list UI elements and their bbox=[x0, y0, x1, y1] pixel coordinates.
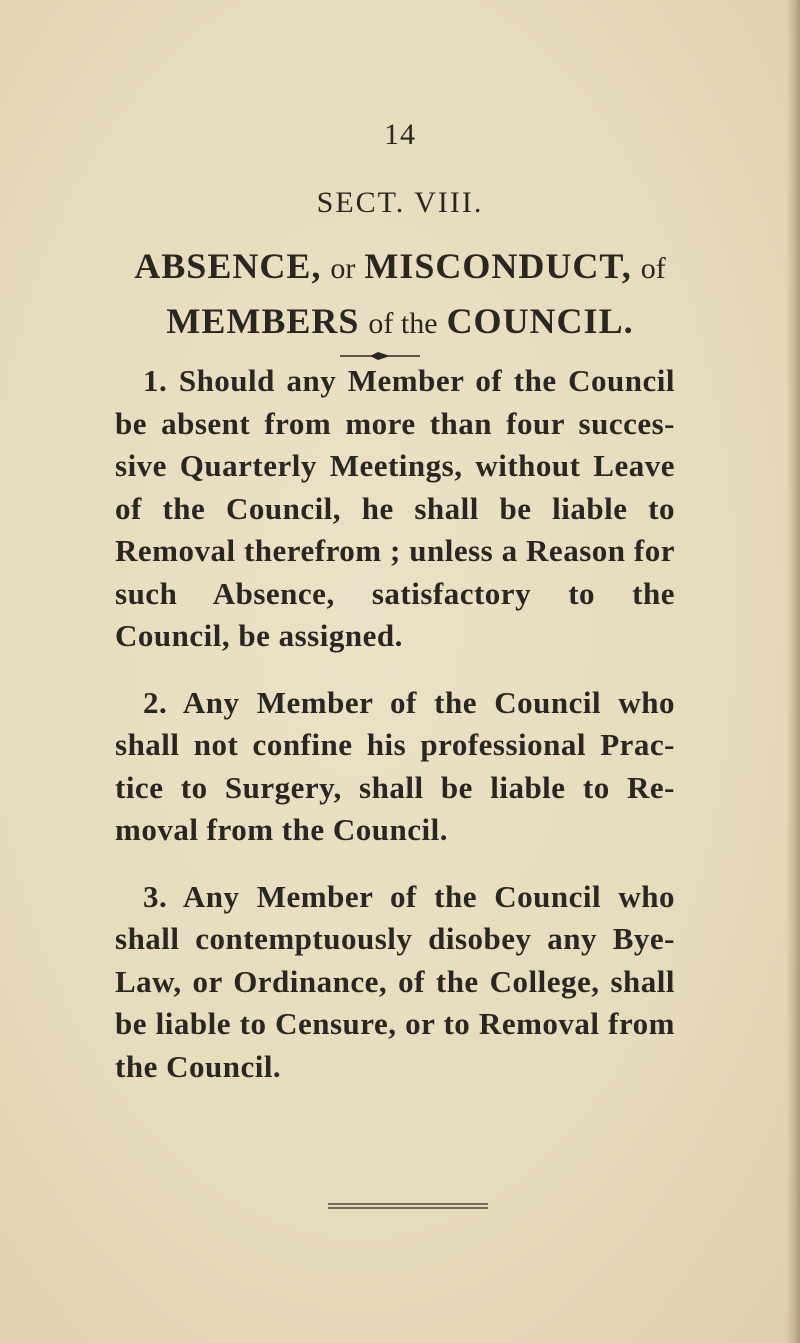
heading-word: of bbox=[640, 252, 666, 285]
paragraph-2 bbox=[115, 682, 675, 852]
paragraph-number: 3. bbox=[143, 878, 168, 914]
section-label: SECT. VIII. bbox=[316, 186, 484, 219]
paragraph-number: 1. bbox=[143, 363, 168, 398]
section-heading bbox=[0, 240, 800, 350]
heading-word: of the bbox=[368, 307, 438, 340]
heading-line-1 bbox=[0, 240, 800, 295]
paragraph-text: Any Member of the Council who shall contemptuously disobey any Bye-Law, or Ordinance, of the College, shall be liable to Censure, or to Removal from the Council. bbox=[115, 878, 676, 1084]
heading-word: ABSENCE, bbox=[134, 246, 322, 286]
heading-word: or bbox=[330, 252, 356, 285]
paragraph-1 bbox=[115, 360, 675, 658]
heading-word: MEMBERS bbox=[166, 301, 360, 341]
heading-word: MISCONDUCT, bbox=[364, 246, 632, 286]
double-rule-divider bbox=[328, 1201, 488, 1211]
heading-word: COUNCIL. bbox=[446, 301, 634, 341]
paragraph-text: Should any Member of the Council be absent from more than four succes-sive Quarterly Meetings, without Leave of the Council, he shall be liable to Removal therefrom ; unless a Reason for such Absence, satisfactory to the Council, be assigned. bbox=[115, 363, 676, 653]
paragraph-number: 2. bbox=[143, 684, 168, 720]
page-number: 14 bbox=[384, 118, 416, 151]
heading-line-2 bbox=[0, 295, 800, 350]
paragraph-3 bbox=[115, 876, 675, 1089]
body-text bbox=[115, 360, 675, 1112]
paragraph-text: Any Member of the Council who shall not confine his professional Prac-tice to Surgery, shall be liable to Re-moval from the Council. bbox=[115, 684, 676, 847]
